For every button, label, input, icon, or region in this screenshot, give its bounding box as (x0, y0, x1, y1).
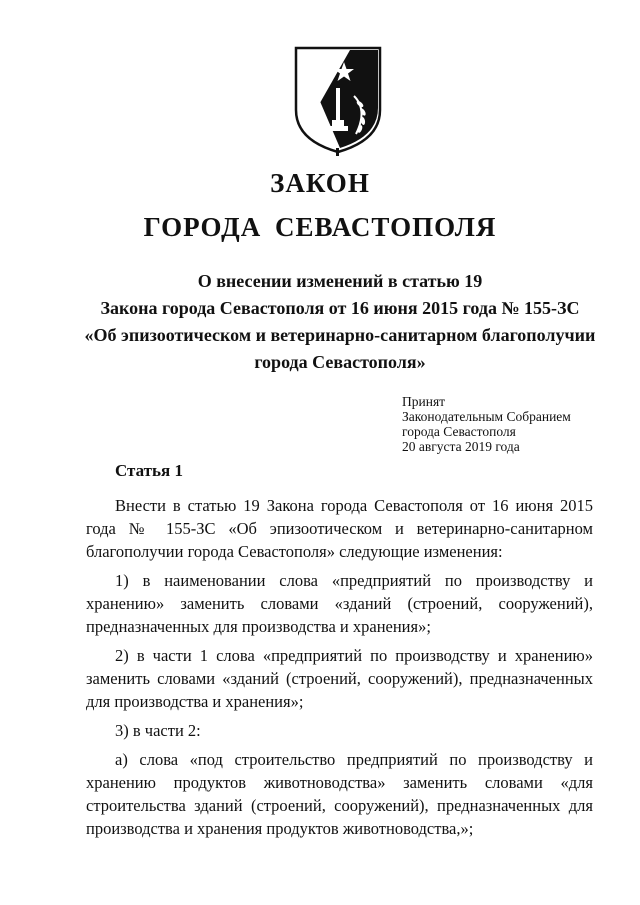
document-type-title: ЗАКОН (270, 168, 370, 198)
subject-line: города Севастополя» (254, 352, 426, 372)
article-paragraph: 2) в части 1 слова «предприятий по производству и хранению» заменить словами «зданий (строений, сооружений), предназначенных для производства и хранения»; (86, 646, 593, 711)
article-body (86, 494, 593, 846)
article-paragraph: а) слова «под строительство предприятий по производству и хранению продуктов животноводства» заменить словами «для строительства зданий (строений, сооружений), предназначенных для производства и хранения продуктов животноводства,»; (86, 750, 593, 838)
adoption-line: города Севастополя (402, 424, 516, 439)
sevastopol-coat-of-arms-icon (290, 44, 386, 156)
adoption-note (402, 394, 571, 454)
subject-line: «Об эпизоотическом и ветеринарно-санитарном благополучии (84, 325, 596, 345)
article-heading: Статья 1 (115, 461, 183, 480)
law-subject (60, 268, 620, 376)
article-paragraph: 1) в наименовании слова «предприятий по производству и хранению» заменить словами «зданий (строений, сооружений), предназначенных для производства и хранения»; (86, 571, 593, 636)
adoption-date: 20 августа 2019 года (402, 439, 520, 454)
adoption-line: Законодательным Собранием (402, 409, 571, 424)
subject-line: О внесении изменений в статью 19 (197, 271, 483, 291)
article-paragraph: 3) в части 2: (115, 721, 201, 740)
subject-line: Закона города Севастополя от 16 июня 2015 года № 155-ЗС (100, 298, 580, 318)
adoption-line: Принят (402, 394, 446, 409)
article-paragraph: Внести в статью 19 Закона города Севастополя от 16 июня 2015 года № 155-ЗС «Об эпизоотическом и ветеринарно-санитарном благополучии города Севастополя» следующие изменения: (86, 496, 593, 561)
issuer-title: ГОРОДА СЕВАСТОПОЛЯ (143, 212, 497, 242)
